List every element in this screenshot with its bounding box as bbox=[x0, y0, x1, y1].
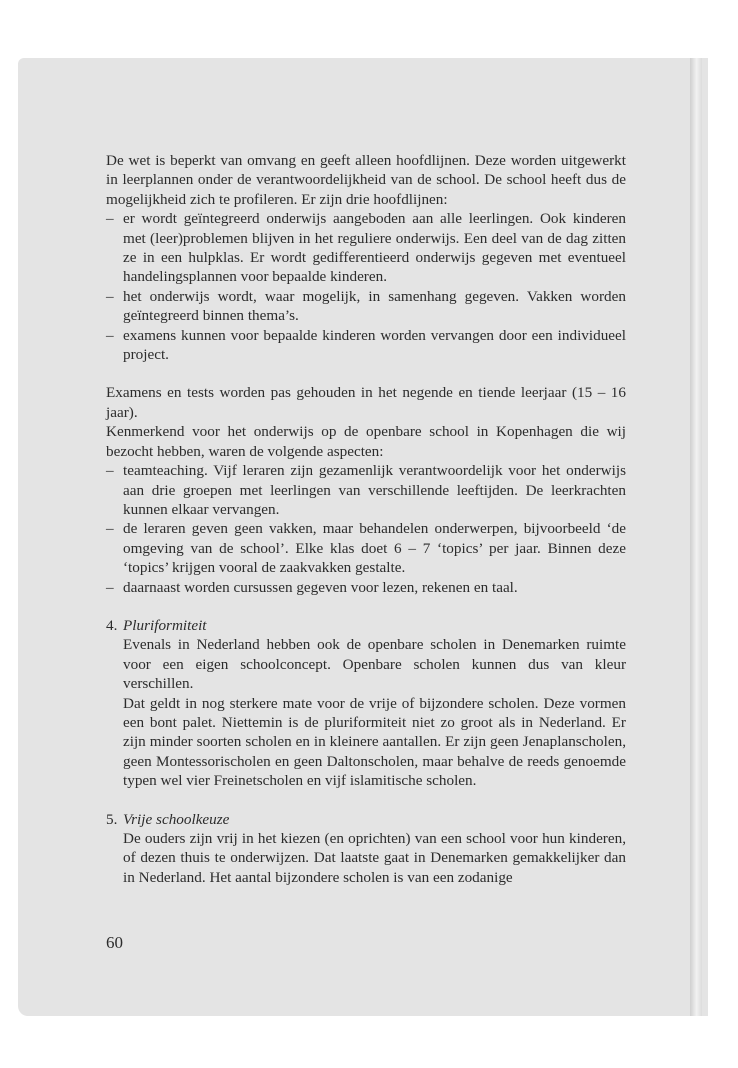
section-heading: Vrije schoolkeuze bbox=[123, 810, 230, 828]
page-body bbox=[106, 151, 626, 887]
section-pluriformiteit bbox=[106, 616, 626, 791]
section-number: 4. bbox=[106, 616, 118, 634]
list-item: – de leraren geven geen vakken, maar behandelen onderwerpen, bijvoorbeeld ‘de omgeving van de school’. Elke klas doet 6 – 7 ‘topics’ per jaar. Binnen deze ‘topics’ krijgen vooral de zaakvakken gestalte. bbox=[106, 519, 626, 577]
list-item: – teamteaching. Vijf leraren zijn gezamenlijk verantwoordelijk voor het onderwijs aan drie groepen met leerlingen van verschillende leeftijden. De leerkrachten kunnen elkaar vervangen. bbox=[106, 461, 626, 519]
intro-paragraph: De wet is beperkt van omvang en geeft alleen hoofdlijnen. Deze worden uitgewerkt in leerplannen onder de verantwoordelijkheid van de school. De school heeft dus de mogelijkheid zich te profileren. Er zijn drie hoofdlijnen: bbox=[106, 152, 626, 208]
list-item: – er wordt geïntegreerd onderwijs aangeboden aan alle leerlingen. Ook kinderen met (leer)problemen blijven in het reguliere onderwijs. Een deel van de dag zitten ze in een hulpklas. Er wordt gedifferentieerd onderwijs gegeven met eventueel handelingsplannen voor bepaalde kinderen. bbox=[106, 209, 626, 287]
section-paragraph: Dat geldt in nog sterkere mate voor de vrije of bijzondere scholen. Deze vormen een bont palet. Niettemin is de pluriformiteit niet zo groot als in Nederland. Er zijn minder soorten scholen en in kleinere aantallen. Er zijn geen Jenaplanscholen, geen Montessorischolen en geen Daltonscholen, maar behalve de reeds genoemde typen wel vier Freinetscholen en vijf islamitische scholen. bbox=[123, 694, 626, 790]
list-item: – het onderwijs wordt, waar mogelijk, in samenhang gegeven. Vakken worden geïntegreerd binnen thema’s. bbox=[106, 287, 626, 326]
section-paragraph: Evenals in Nederland hebben ook de openbare scholen in Denemarken ruimte voor een eigen schoolconcept. Openbare scholen kunnen dus van kleur verschillen. bbox=[123, 636, 626, 693]
exams-paragraph: Examens en tests worden pas gehouden in het negende en tiende leerjaar (15 – 16 jaar). bbox=[106, 384, 626, 421]
aspects-list bbox=[106, 461, 626, 597]
book-spine-shadow bbox=[690, 58, 702, 1016]
page-number: 60 bbox=[106, 933, 123, 952]
section-number: 5. bbox=[106, 810, 118, 828]
list-item: – daarnaast worden cursussen gegeven voor lezen, rekenen en taal. bbox=[106, 578, 626, 597]
section-paragraph: De ouders zijn vrij in het kiezen (en oprichten) van een school voor hun kinderen, of dezen thuis te onderwijzen. Dat laatste gaat in Denemarken gemakkelijker dan in Nederland. Het aantal bijzondere scholen is van een zodanige bbox=[123, 830, 626, 886]
main-lines-list bbox=[106, 209, 626, 364]
section-vrije-schoolkeuze bbox=[106, 810, 626, 888]
kenmerkend-paragraph: Kenmerkend voor het onderwijs op de openbare school in Kopenhagen die wij bezocht hebben, waren de volgende aspecten: bbox=[106, 423, 626, 460]
list-item: – examens kunnen voor bepaalde kinderen worden vervangen door een individueel project. bbox=[106, 326, 626, 365]
section-heading: Pluriformiteit bbox=[123, 616, 207, 634]
